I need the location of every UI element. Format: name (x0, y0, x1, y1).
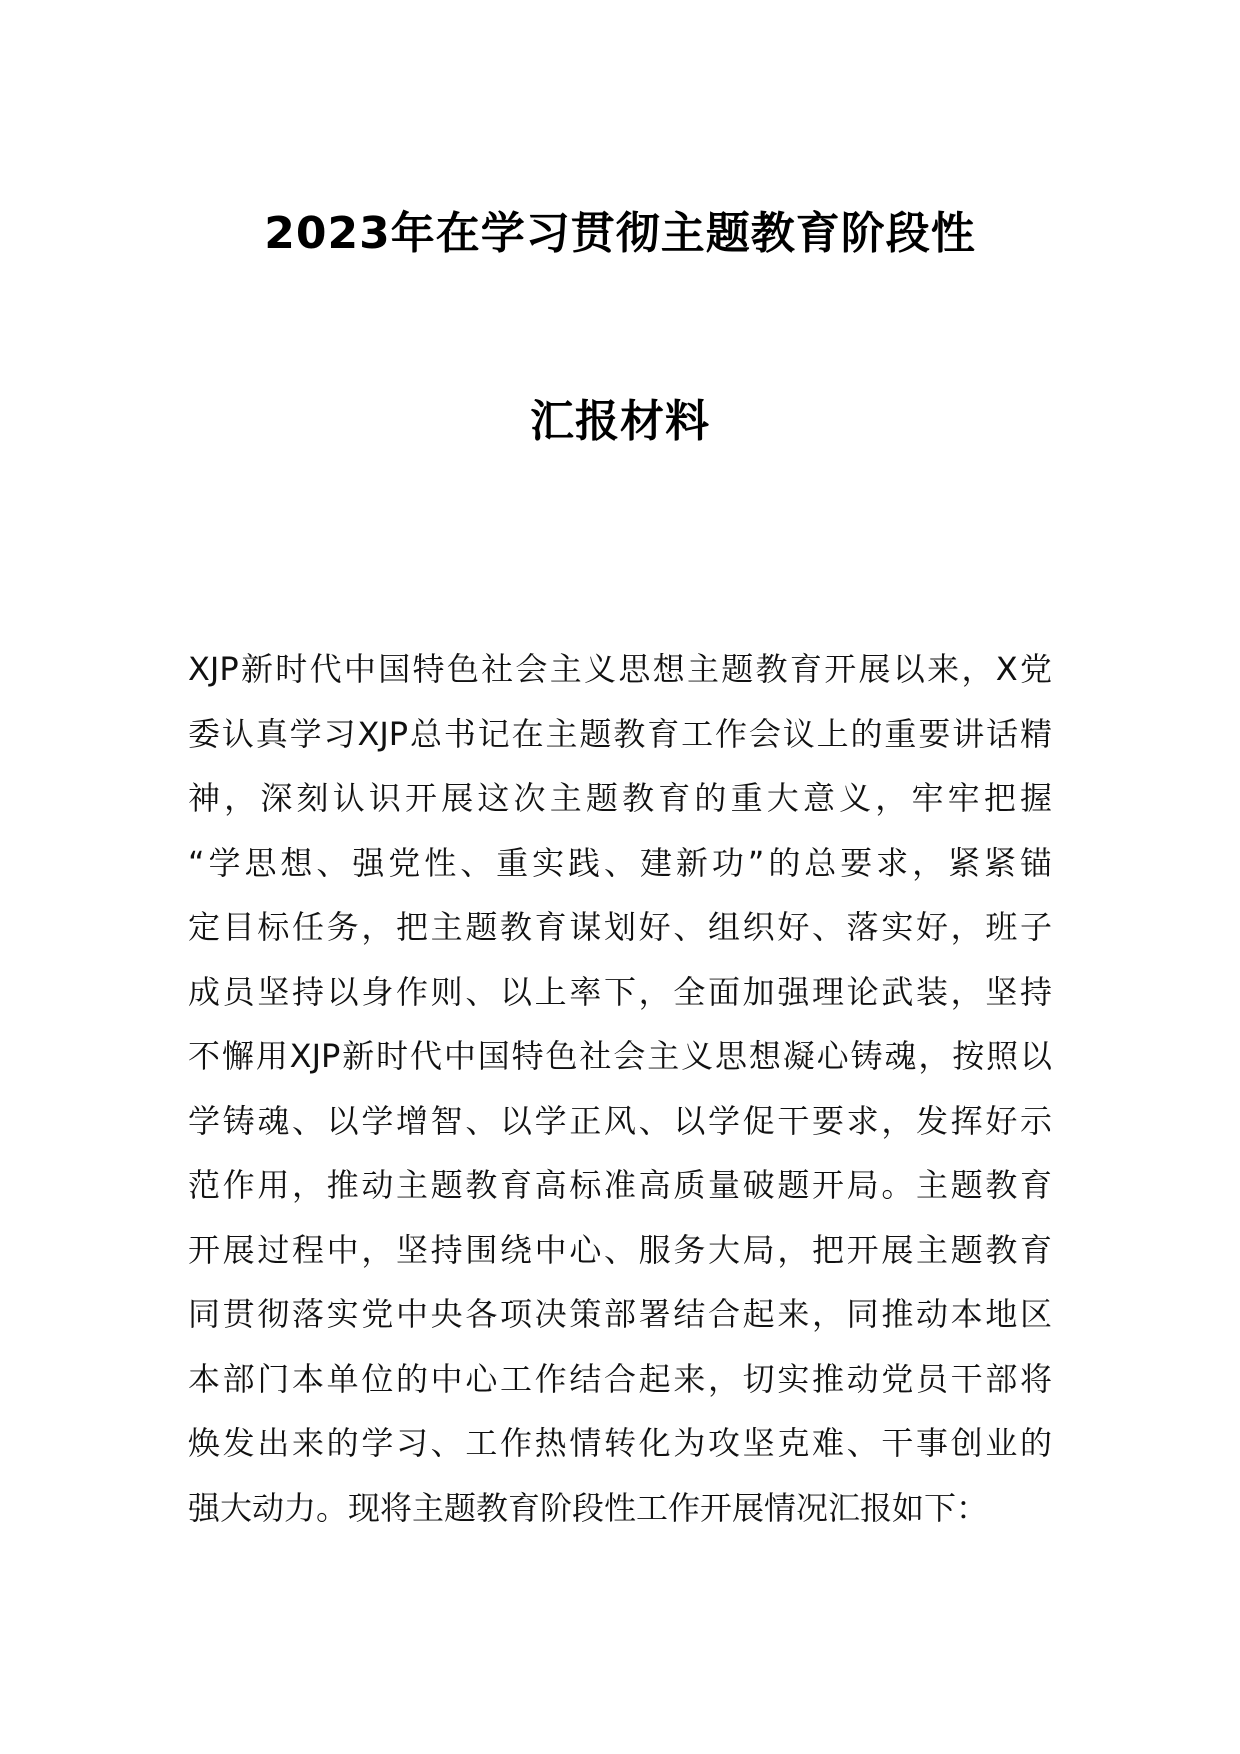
paragraph-line: 同贯彻落实党中央各项决策部署结合起来，同推动本地区 (188, 1295, 1052, 1333)
paragraph-line: 焕发出来的学习、工作热情转化为攻坚克难、干事创业的 (188, 1424, 1052, 1462)
paragraph-line: 不懈用XJP新时代中国特色社会主义思想凝心铸魂，按照以 (188, 1037, 1052, 1075)
document-title-line-2: 汇报材料 (530, 396, 710, 447)
paragraph-line: 定目标任务，把主题教育谋划好、组织好、落实好，班子 (188, 908, 1052, 946)
paragraph-line: 成员坚持以身作则、以上率下，全面加强理论武装，坚持 (188, 972, 1052, 1011)
paragraph-line: XJP新时代中国特色社会主义思想主题教育开展以来，X党 (188, 650, 1052, 688)
paragraph-line: 开展过程中，坚持围绕中心、服务大局，把开展主题教育 (188, 1230, 1052, 1269)
paragraph-line: 委认真学习XJP总书记在主题教育工作会议上的重要讲话精 (188, 714, 1052, 753)
document-title-line-1: 2023年在学习贯彻主题教育阶段性 (264, 208, 976, 259)
paragraph-line: 范作用，推动主题教育高标准高质量破题开局。主题教育 (188, 1166, 1052, 1204)
paragraph-line: 神，深刻认识开展这次主题教育的重大意义，牢牢把握 (188, 779, 1052, 817)
paragraph-line: 学铸魂、以学增智、以学正风、以学促干要求，发挥好示 (188, 1101, 1052, 1140)
body-paragraph (188, 637, 1052, 1540)
paragraph-line: “学思想、强党性、重实践、建新功”的总要求，紧紧锚 (188, 843, 1052, 882)
paragraph-line: 强大动力。现将主题教育阶段性工作开展情况汇报如下： (188, 1488, 989, 1527)
paragraph-line: 本部门本单位的中心工作结合起来，切实推动党员干部将 (188, 1359, 1052, 1398)
